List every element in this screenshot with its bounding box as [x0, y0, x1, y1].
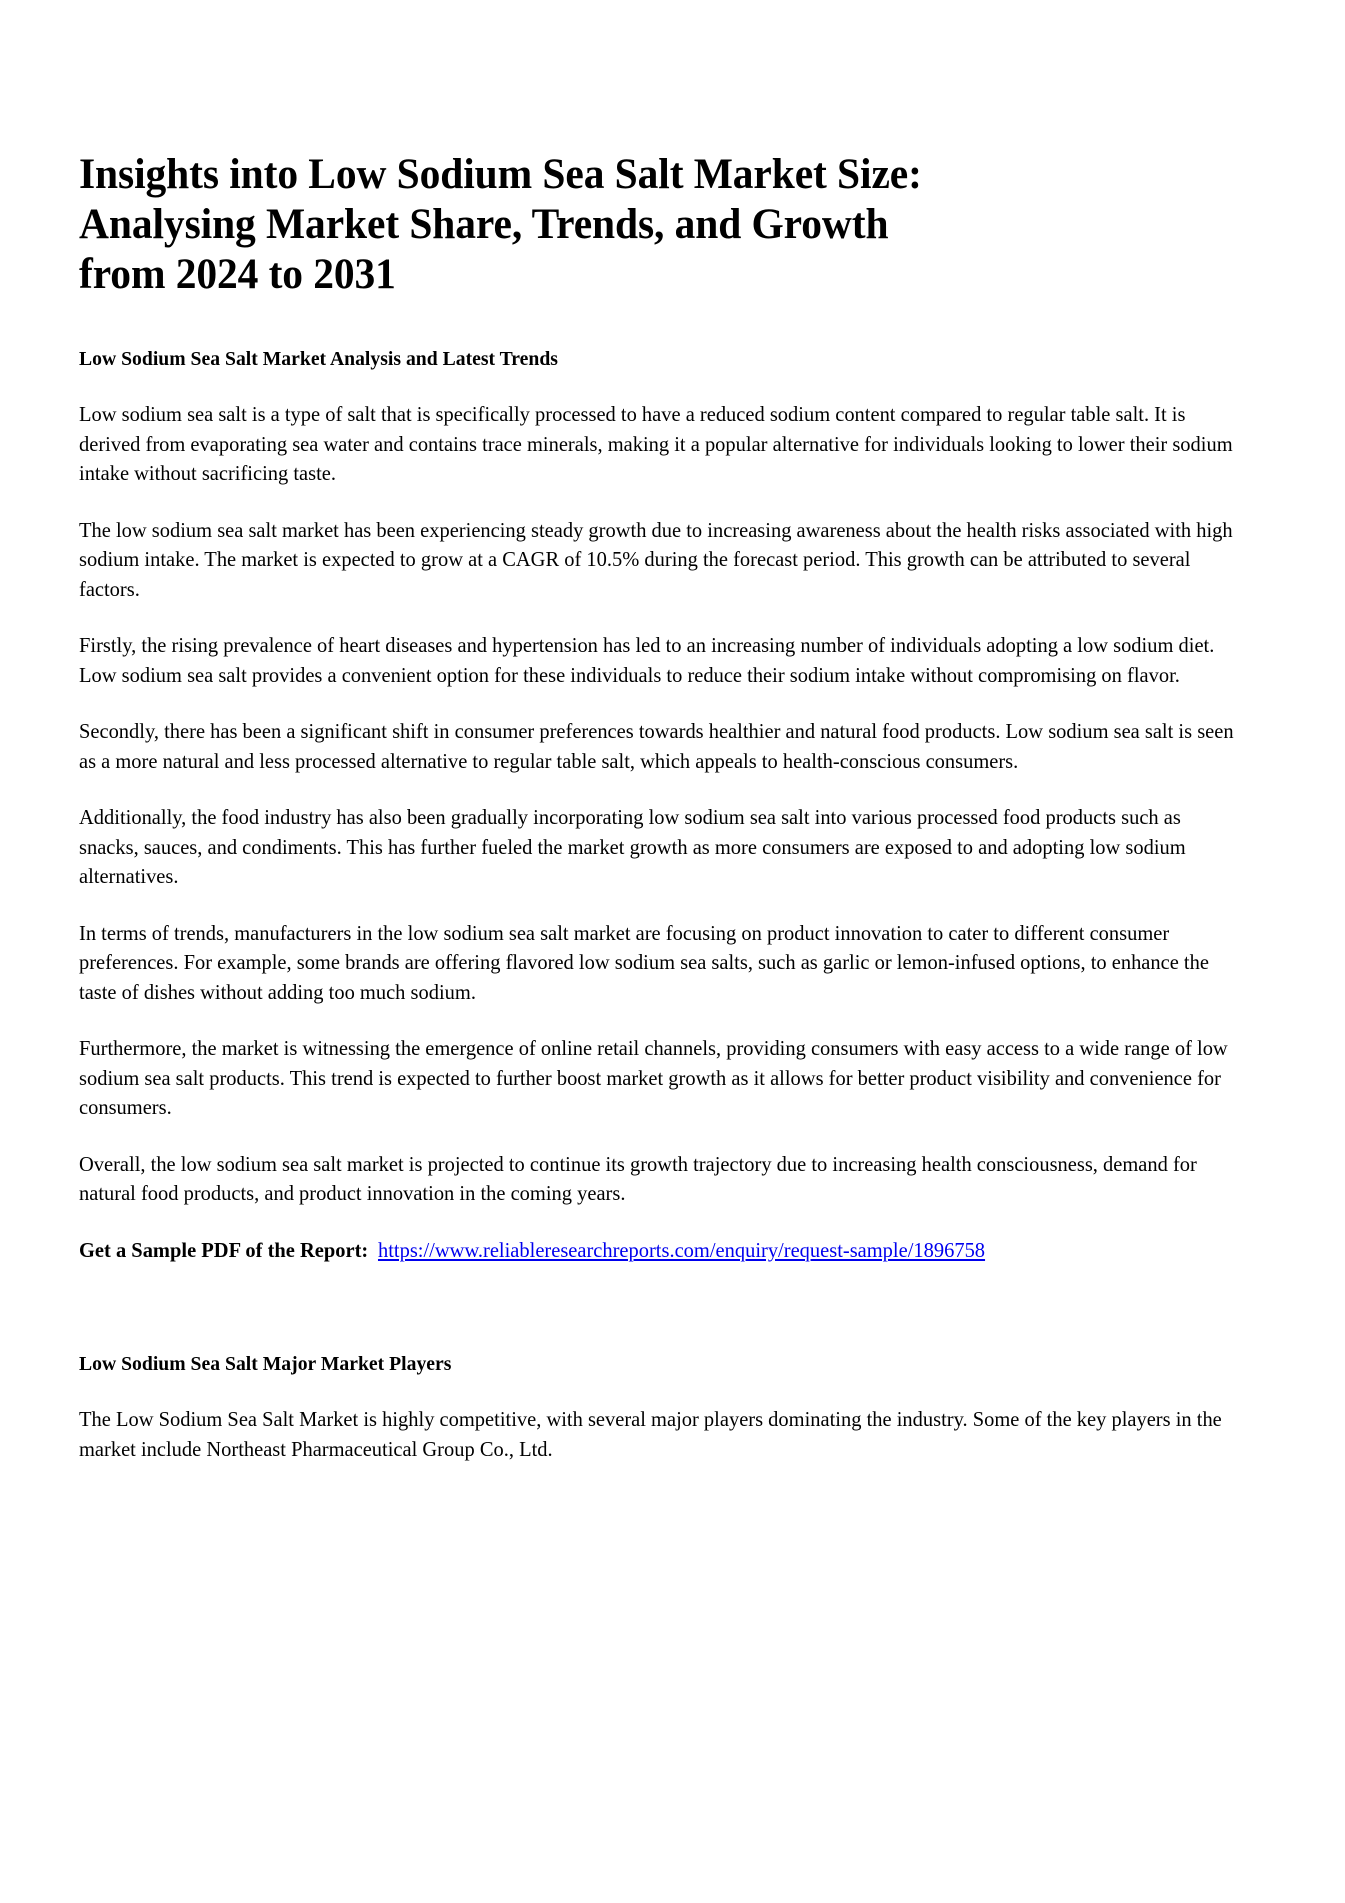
paragraph-major-players: The Low Sodium Sea Salt Market is highly competitive, with several major players dominating the industry. Some of the key players in the market include Northeast Pharmaceutical Group Co., Ltd.: [79, 1407, 1222, 1461]
section-heading-major-players: Low Sodium Sea Salt Major Market Players: [79, 1353, 452, 1375]
paragraph-online-retail: Furthermore, the market is witnessing the emergence of online retail channels, providing consumers with easy access to a wide range of low sodium sea salt products. This trend is expected to further boost market growth as it allows for better product visibility and convenience for consumers.: [79, 1036, 1228, 1119]
sample-pdf-label: Get a Sample PDF of the Report:: [79, 1237, 369, 1262]
page-title: Insights into Low Sodium Sea Salt Market Size: Analysing Market Share, Trends, and Growth from 2024 to 2031: [79, 151, 922, 298]
section-spacer: [79, 1265, 1267, 1351]
paragraph-growth-cagr: The low sodium sea salt market has been experiencing steady growth due to increasing awareness about the health risks associated with high sodium intake. The market is expected to grow at a CAGR of 10.5% during the forecast period. This growth can be attributed to several factors.: [79, 517, 1233, 601]
paragraph-overall-outlook: Overall, the low sodium sea salt market is projected to continue its growth trajectory due to increasing health consciousness, demand for natural food products, and product innovation in the coming years.: [79, 1151, 1197, 1205]
paragraph-factor-firstly: Firstly, the rising prevalence of heart diseases and hypertension has led to an increasing number of individuals adopting a low sodium diet. Low sodium sea salt provides a convenient option for these individuals to reduce their sodium intake without compromising on flavor.: [79, 633, 1215, 687]
section-heading-market-analysis: Low Sodium Sea Salt Market Analysis and Latest Trends: [79, 348, 558, 370]
paragraph-factor-secondly: Secondly, there has been a significant shift in consumer preferences towards healthier and natural food products. Low sodium sea salt is seen as a more natural and less processed alternative to regular table salt, which appeals to health-conscious consumers.: [79, 719, 1234, 773]
paragraph-factor-additionally: Additionally, the food industry has also been gradually incorporating low sodium sea salt into various processed food products such as snacks, sauces, and condiments. This has further fueled the market growth as more consumers are exposed to and adopting low sodium alternatives.: [79, 805, 1186, 888]
paragraph-trends: In terms of trends, manufacturers in the low sodium sea salt market are focusing on product innovation to cater to different consumer preferences. For example, some brands are offering flavored low sodium sea salts, such as garlic or lemon-infused options, to enhance the taste of dishes without adding too much sodium.: [79, 920, 1209, 1004]
sample-pdf-link[interactable]: https://www.reliableresearchreports.com/enquiry/request-sample/1896758: [377, 1237, 986, 1262]
paragraph-definition: Low sodium sea salt is a type of salt that is specifically processed to have a reduced sodium content compared to regular table salt. It is derived from evaporating sea water and contains trace minerals, making it a popular alternative for individuals looking to lower their sodium intake without sacrificing taste.: [79, 402, 1233, 485]
sample-pdf-line: [79, 1236, 1234, 1266]
